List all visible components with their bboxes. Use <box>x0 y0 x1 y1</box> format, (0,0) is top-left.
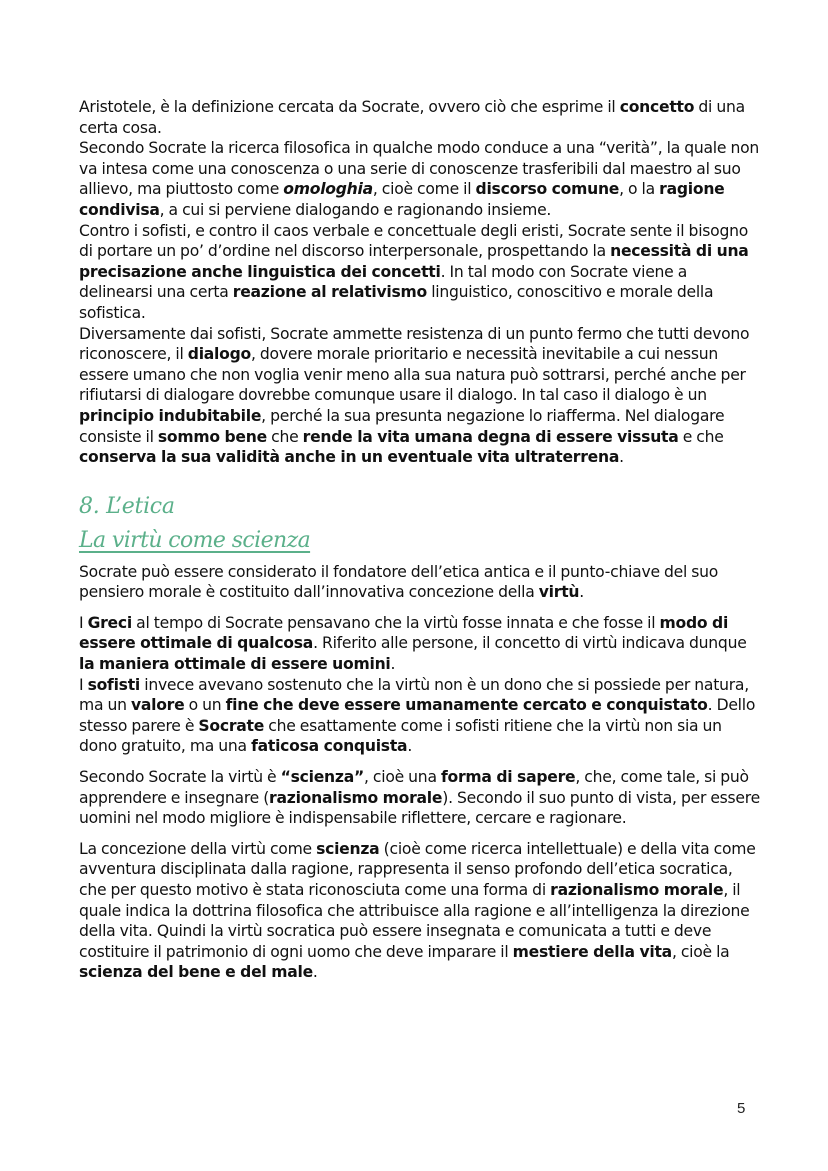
paragraph-sofisti-virtu <box>79 675 761 757</box>
body-text: che esattamente come i sofisti ritiene che la virtù non sia un dono gratuito, ma una <box>79 716 722 756</box>
body-text: La concezione della virtù come <box>79 839 317 858</box>
bold-text: valore <box>130 696 185 715</box>
body-text: di una certa cosa. <box>79 98 745 137</box>
body-text: al tempo di Socrate pensavano che la virtù fosse innata e che fosse il <box>131 613 660 632</box>
body-text: . Dello stesso parere è <box>79 696 756 735</box>
body-text: linguistico, conoscitivo e morale della sofistica. <box>79 283 714 322</box>
bold-text: scienza del bene e del male <box>79 963 313 982</box>
body-text: . <box>579 583 584 602</box>
body-text: , perché la sua presunta negazione lo riafferma. Nel dialogare consiste il <box>79 406 725 446</box>
bold-text: sommo bene <box>157 427 267 446</box>
body-text: Secondo Socrate la virtù è <box>79 768 281 787</box>
paragraph-dialogo <box>79 324 761 468</box>
body-text: ). Secondo il suo punto di vista, per essere uomini nel modo migliore è indispensabile riflettere, cercare e ragionare. <box>79 788 760 828</box>
subsection-heading: La virtù come scienza <box>79 527 311 553</box>
bold-text: “scienza” <box>280 768 365 787</box>
paragraph-definizione <box>79 97 761 138</box>
body-text: I <box>79 675 88 694</box>
paragraph-greci <box>79 613 761 675</box>
body-text: Aristotele, è la definizione cercata da Socrate, ovvero ciò che esprime il <box>79 98 620 116</box>
emphasis-text: omologhia <box>283 180 373 199</box>
body-text: Contro i sofisti, e contro il caos verbale e concettuale degli eristi, Socrate sente il bisogno di portare un po’ d’ordine nel discorso interpersonale, prospettando la <box>79 221 749 261</box>
paragraph-virtu-scienza <box>79 767 761 829</box>
paragraph-verita <box>79 138 761 220</box>
bold-text: Socrate <box>198 716 265 735</box>
bold-text: virtù <box>538 583 580 602</box>
section-heading: 8. L’etica <box>79 493 175 519</box>
bold-text: discorso comune <box>475 180 620 199</box>
body-text: Socrate può essere considerato il fondatore dell’etica antica e il punto-chiave del suo pensiero morale è costituito dall’innovativa concezione della <box>79 562 719 602</box>
body-text: . <box>407 737 413 756</box>
bold-italic-text <box>283 180 373 198</box>
bold-text: forma di sapere <box>440 768 576 787</box>
body-text: , che, come tale, si può apprendere e insegnare ( <box>79 768 749 807</box>
paragraph-fondatore-etica <box>79 562 761 603</box>
body-text: , dovere morale prioritario e necessità inevitabile a cui nessun essere umano che non voglia venir meno alla sua natura può sottrarsi, perché anche per rifiutarsi di dialogare dovrebbe comunque usare il dialogo. In tal caso il dialogo è un <box>79 345 746 405</box>
bold-text: concetto <box>619 98 695 116</box>
body-text: . Riferito alle persone, il concetto di virtù indicava dunque <box>313 634 747 653</box>
body-text: , cioè una <box>364 768 441 787</box>
document-page <box>79 97 761 983</box>
bold-text: razionalismo morale <box>550 881 724 899</box>
body-text: o un <box>184 696 226 715</box>
bold-text: conserva la sua validità anche in un eventuale vita ultraterrena <box>79 448 620 467</box>
bold-text: ragione condivisa <box>79 180 725 219</box>
body-text: , o la <box>619 180 660 199</box>
body-text: I <box>79 613 88 632</box>
bold-text: scienza <box>316 839 380 858</box>
bold-text: reazione al relativismo <box>232 283 428 302</box>
body-text: . <box>390 655 396 674</box>
bold-text: fine che deve essere umanamente cercato e conquistato <box>225 696 708 715</box>
bold-text: modo di essere ottimale di qualcosa <box>79 613 729 653</box>
bold-text: necessità di una precisazione anche linguistica dei concetti <box>79 242 749 281</box>
paragraph-razionalismo <box>79 839 761 983</box>
paragraph-sofisti-eristi <box>79 221 761 324</box>
body-text: invece avevano sostenuto che la virtù non è un dono che si possiede per natura, ma un <box>79 675 749 715</box>
body-text: e che <box>678 427 724 446</box>
bold-text: rende la vita umana degna di essere vissuta <box>302 427 679 446</box>
body-text: che <box>266 427 303 446</box>
body-text: . <box>619 448 624 467</box>
bold-text: Greci <box>87 613 132 632</box>
bold-text: faticosa conquista <box>251 737 408 756</box>
body-text: , cioè la <box>671 942 730 961</box>
body-text: , a cui si perviene dialogando e ragionando insieme. <box>159 200 552 219</box>
body-text: (cioè come ricerca intellettuale) e della vita come avventura disciplinata dalla ragione, rappresenta il senso profondo dell’etica socratica, che per questo motivo è stata riconosciuta come una forma di <box>79 839 756 899</box>
bold-text: razionalismo morale <box>269 788 443 807</box>
body-text: . <box>312 963 318 982</box>
body-text: . In tal modo con Socrate viene a delinearsi una certa <box>79 262 688 302</box>
body-text: Secondo Socrate la ricerca filosofica in qualche modo conduce a una “verità”, la quale non va intesa come una conoscenza o una serie di conoscenze trasferibili dal maestro al suo allievo, ma piuttosto come <box>79 139 759 199</box>
page-number: 5 <box>737 1100 746 1117</box>
body-text: , il quale indica la dottrina filosofica che attribuisce alla ragione e all’intelligenza la direzione della vita. Quindi la virtù socratica può essere insegnata e comunicata a tutti e deve costituire il patrimonio di ogni uomo che deve imparare il <box>79 881 750 961</box>
bold-text: mestiere della vita <box>512 942 672 961</box>
body-text: , cioè come il <box>372 180 476 199</box>
bold-text: dialogo <box>187 345 251 364</box>
body-text: Diversamente dai sofisti, Socrate ammette resistenza di un punto fermo che tutti devono riconoscere, il <box>79 324 750 364</box>
bold-text: sofisti <box>87 675 141 694</box>
bold-text: la maniera ottimale di essere uomini <box>79 655 391 674</box>
bold-text: principio indubitabile <box>79 406 262 425</box>
